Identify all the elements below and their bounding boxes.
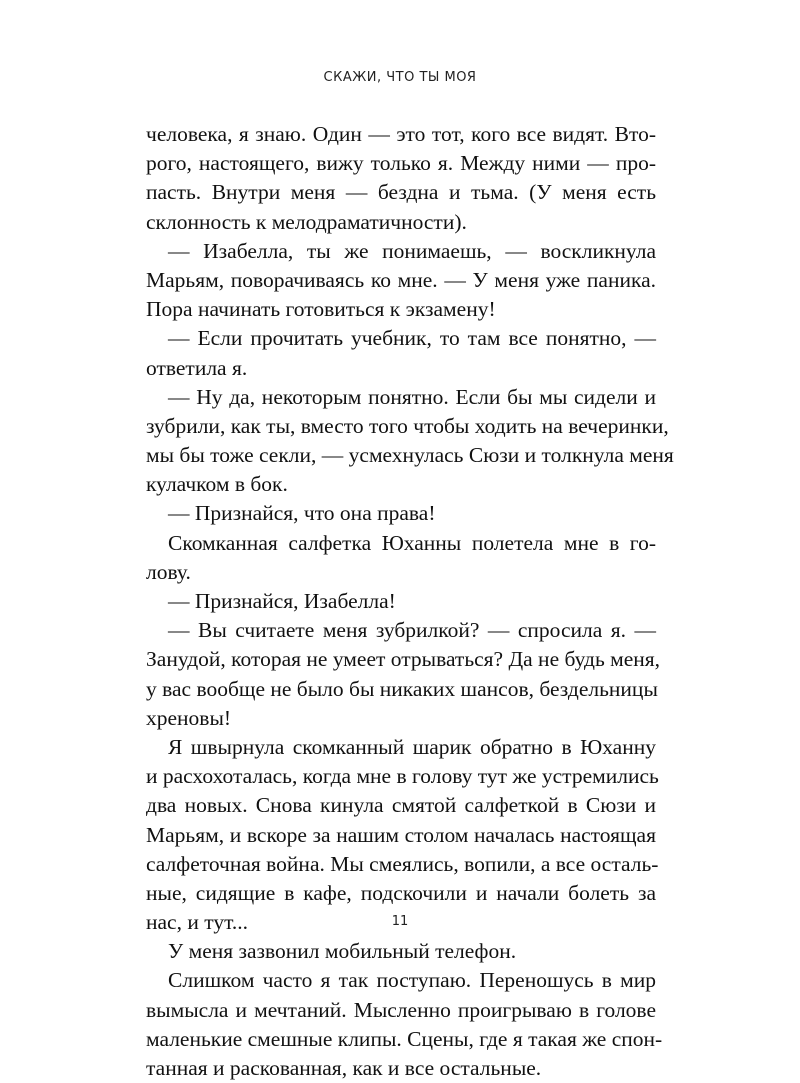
text-line: маленькие смешные клипы. Сцены, где я такая же спон- xyxy=(146,1026,663,1051)
text-line: ные, сидящие в кафе, подскочили и начали болеть за xyxy=(146,880,656,905)
text-line: человека, я знаю. Один — это тот, кого все видят. Вто- xyxy=(146,122,656,146)
text-line: ответила я. xyxy=(146,355,248,380)
text-line: рого, настоящего, вижу только я. Между ними — про- xyxy=(146,151,656,176)
text-line: склонность к мелодраматичности). xyxy=(146,209,467,234)
text-line: — Изабелла, ты же понимаешь, — воскликнула xyxy=(168,238,656,263)
text-line: Я швырнула скомканный шарик обратно в Юханну xyxy=(168,734,656,759)
text-line: хреновы! xyxy=(146,705,232,730)
body-text xyxy=(146,120,674,1083)
text-line: пасть. Внутри меня — бездна и тьма. (У меня есть xyxy=(146,180,656,205)
text-line: — Если прочитать учебник, то там все понятно, — xyxy=(168,326,656,351)
text-line: танная и раскованная, как и все остальные. xyxy=(146,1056,542,1080)
text-line: зубрили, как ты, вместо того чтобы ходить на вечеринки, xyxy=(146,413,669,438)
text-line: У меня зазвонил мобильный телефон. xyxy=(168,939,517,964)
text-line: у вас вообще не было бы никаких шансов, бездельницы xyxy=(146,676,658,701)
text-line: Слишком часто я так поступаю. Переношусь в мир xyxy=(168,968,656,993)
text-line: и расхохоталась, когда мне в голову тут же устремились xyxy=(146,764,659,789)
text-line: кулачком в бок. xyxy=(146,472,288,497)
text-line: нас, и тут... xyxy=(146,910,248,935)
text-line: — Признайся, Изабелла! xyxy=(168,589,396,613)
text-line: лову. xyxy=(146,559,191,584)
text-line: мы бы тоже секли, — усмехнулась Сюзи и толкнула меня xyxy=(146,443,674,468)
text-line: — Вы считаете меня зубрилкой? — спросила я. — xyxy=(168,618,656,643)
text-line: Скомканная салфетка Юханны полетела мне в го- xyxy=(168,530,656,555)
text-line: вымысла и мечтаний. Мысленно проигрываю в голове xyxy=(146,997,656,1022)
text-line: — Ну да, некоторым понятно. Если бы мы сидели и xyxy=(168,384,656,409)
running-head: СКАЖИ, ЧТО ТЫ МОЯ xyxy=(323,70,477,85)
text-line: — Признайся, что она права! xyxy=(168,501,436,526)
text-line: салфеточная война. Мы смеялись, вопили, а все осталь- xyxy=(146,851,659,876)
text-line: Марьям, и вскоре за нашим столом началась настоящая xyxy=(146,822,656,847)
text-line: два новых. Снова кинула смятой салфеткой в Сюзи и xyxy=(146,793,656,818)
page-number: 11 xyxy=(391,914,409,929)
text-line: Марьям, поворачиваясь ко мне. — У меня уже паника. xyxy=(146,267,656,292)
text-line: Занудой, которая не умеет отрываться? Да не будь меня, xyxy=(146,647,661,672)
text-line: Пора начинать готовиться к экзамену! xyxy=(146,297,496,322)
